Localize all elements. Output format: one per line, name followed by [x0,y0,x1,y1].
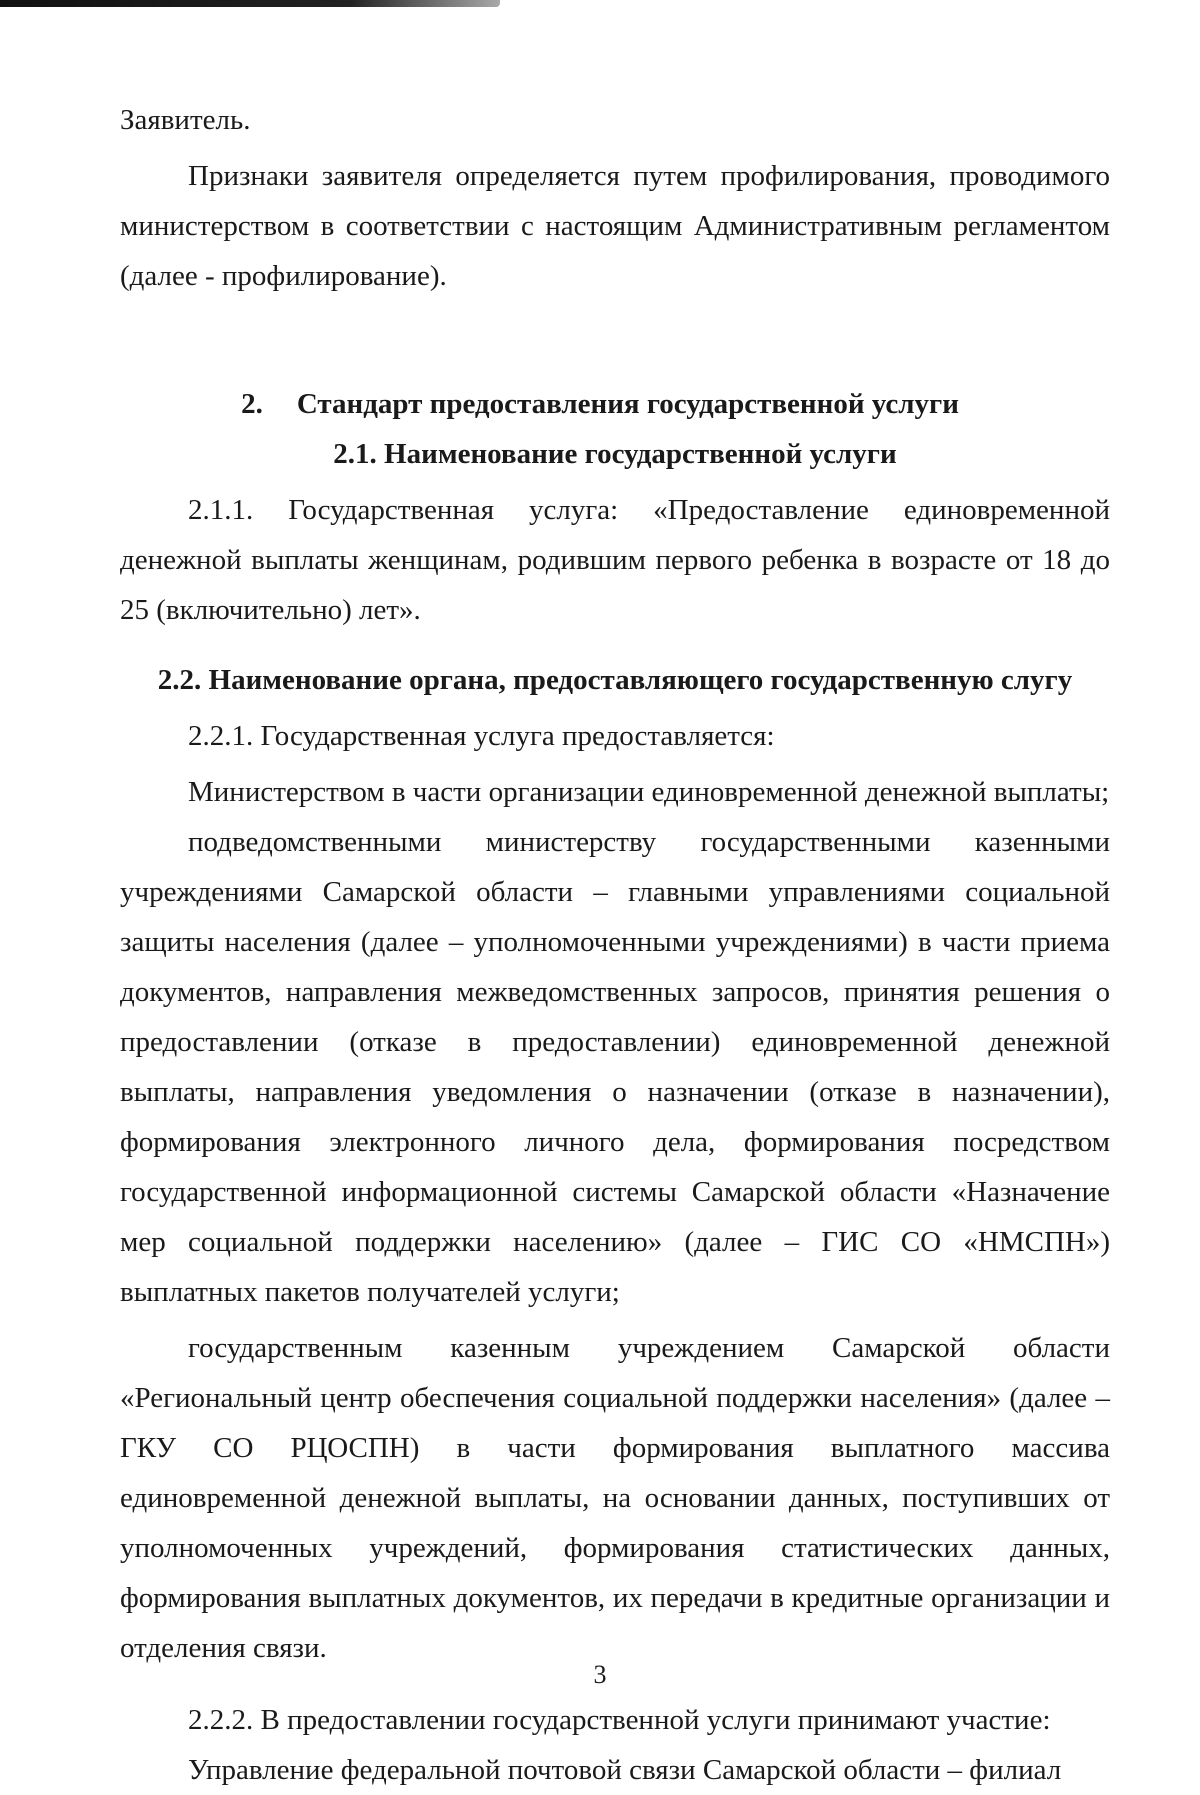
subsection-heading-2-1: 2.1. Наименование государственной услуги [333,438,897,470]
page-number: 3 [593,1660,607,1689]
paragraph-participants: 2.2.2. В предоставлении государственной услуги принимают участие: [188,1704,1051,1736]
section-title: Стандарт предоставления государственной услуги [296,388,959,420]
paragraph-service-name: 2.1.1. Государственная услуга: «Предоставление единовременной денежной выплаты женщинам, родившим первого ребенка в возрасте от 18 до 25 (включительно) лет». [120,494,1110,626]
paragraph-ministry: Министерством в части организации единовременной денежной выплаты; [188,776,1110,808]
paragraph-postal-service: Управление федеральной почтовой связи Самарской области – филиал [188,1754,1062,1786]
paragraph-subordinate-institutions: подведомственными министерству государственными казенными учреждениями Самарской области – главными управлениями социальной защиты населения (далее – уполномоченными учреждениями) в части приема документов, направления межведомственных запросов, принятия решения о предоставлении (отказе в предоставлении) единовременной денежной выплаты, направления уведомления о назначении (отказе в назначении), формирования электронного личного дела, формирования посредством государственной информационной системы Самарской области «Назначение мер социальной поддержки населению» (далее – ГИС СО «НМСПН») выплатных пакетов получателей услуги; [120,826,1110,1308]
document-page [120,95,1110,1795]
paragraph-provided-by: 2.2.1. Государственная услуга предоставляется: [188,720,775,752]
paragraph-regional-center: государственным казенным учреждением Самарской области «Региональный центр обеспечения социальной поддержки населения» (далее – ГКУ СО РЦОСПН) в части формирования выплатного массива единовременной денежной выплаты, на основании данных, поступивших от уполномоченных учреждений, формирования статистических данных, формирования выплатных документов, их передачи в кредитные организации и отделения связи. [120,1332,1110,1664]
paragraph-applicant: Заявитель. [120,104,251,136]
section-heading [120,379,1110,429]
scan-edge-artifact [0,0,500,7]
paragraph-profiling: Признаки заявителя определяется путем профилирования, проводимого министерством в соответствии с настоящим Административным регламентом (далее - профилирование). [120,160,1110,292]
section-number: 2. [241,388,263,420]
subsection-heading-2-2: 2.2. Наименование органа, предоставляющего государственную слугу [157,664,1073,696]
